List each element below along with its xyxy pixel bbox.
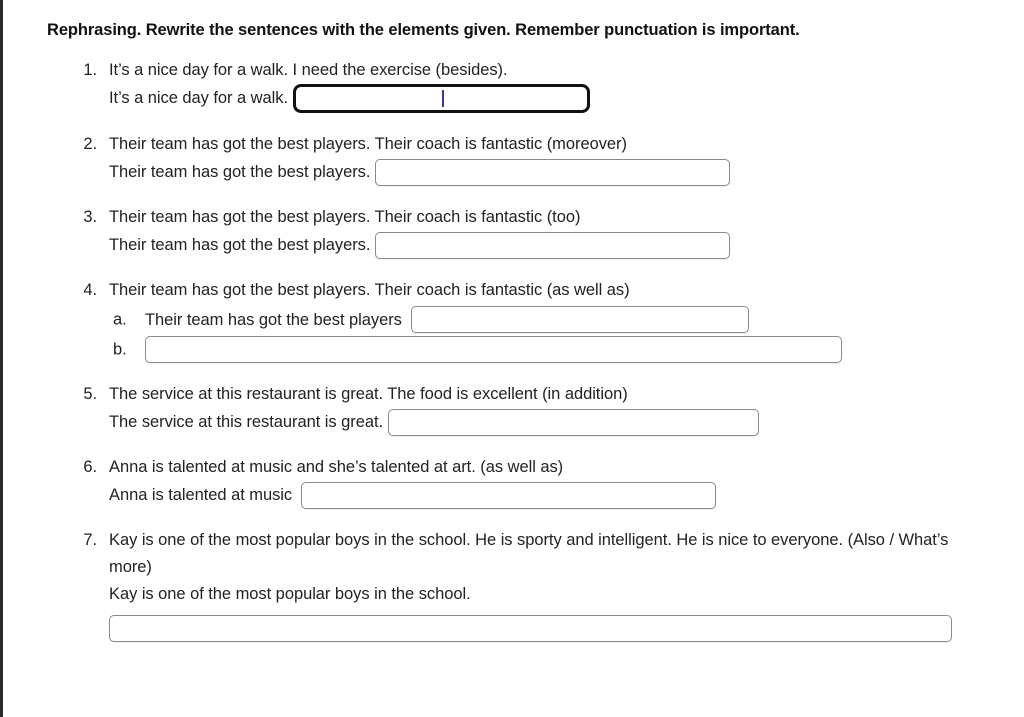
sub-question-list-4 bbox=[109, 306, 994, 363]
question-item-6 bbox=[47, 454, 994, 509]
answer-line-2 bbox=[109, 159, 994, 186]
answer-line-7 bbox=[109, 581, 994, 608]
answer-input-7[interactable] bbox=[109, 615, 952, 642]
question-prompt-5: The service at this restaurant is great. The food is excellent (in addition) bbox=[109, 385, 628, 404]
answer-stem-4a: Their team has got the best players bbox=[145, 310, 411, 329]
worksheet-instruction-title: Rephrasing. Rewrite the sentences with the elements given. Remember punctuation is important. bbox=[47, 21, 800, 39]
question-prompt-1: It’s a nice day for a walk. I need the exercise (besides). bbox=[109, 60, 508, 79]
sub-question-4b bbox=[109, 336, 994, 363]
question-prompt-4: Their team has got the best players. Their coach is fantastic (as well as) bbox=[109, 280, 630, 299]
sub-question-letter-4b: b. bbox=[113, 340, 127, 359]
sub-question-4a bbox=[109, 306, 994, 333]
question-item-7 bbox=[47, 527, 994, 642]
question-number-5: 5. bbox=[83, 385, 97, 404]
question-item-3 bbox=[47, 204, 994, 259]
answer-input-3[interactable] bbox=[375, 232, 730, 259]
question-prompt-3: Their team has got the best players. Their coach is fantastic (too) bbox=[109, 208, 581, 226]
question-prompt-6: Anna is talented at music and she’s talented at art. (as well as) bbox=[109, 458, 564, 477]
question-number-7: 7. bbox=[83, 530, 97, 549]
answer-line-6 bbox=[109, 482, 994, 509]
text-caret-1 bbox=[442, 90, 444, 107]
answer-line-5 bbox=[109, 409, 994, 436]
answer-line-1 bbox=[109, 84, 994, 113]
answer-input-5[interactable] bbox=[388, 409, 759, 436]
question-item-1 bbox=[47, 57, 994, 114]
question-item-4 bbox=[47, 277, 994, 364]
answer-input-4a[interactable] bbox=[411, 306, 749, 333]
answer-stem-3: Their team has got the best players. bbox=[109, 235, 375, 254]
answer-input-6[interactable] bbox=[301, 482, 716, 509]
answer-stem-5: The service at this restaurant is great. bbox=[109, 413, 388, 432]
question-number-3: 3. bbox=[83, 208, 97, 226]
question-item-2 bbox=[47, 131, 994, 186]
sub-question-letter-4a: a. bbox=[113, 310, 127, 329]
answer-stem-1: It’s a nice day for a walk. bbox=[109, 89, 293, 108]
answer-input-4b[interactable] bbox=[145, 336, 842, 363]
question-item-5 bbox=[47, 381, 994, 436]
question-prompt-7: Kay is one of the most popular boys in the school. He is sporty and intelligent. He is nice to everyone. (Also / What’s more) bbox=[109, 530, 949, 576]
answer-input-2[interactable] bbox=[375, 159, 730, 186]
question-number-1: 1. bbox=[83, 60, 97, 79]
question-number-2: 2. bbox=[83, 135, 97, 154]
answer-stem-7: Kay is one of the most popular boys in the school. bbox=[109, 585, 471, 604]
question-number-6: 6. bbox=[83, 458, 97, 477]
question-list bbox=[47, 57, 994, 642]
question-number-4: 4. bbox=[83, 280, 97, 299]
answer-stem-2: Their team has got the best players. bbox=[109, 163, 375, 182]
answer-input-1[interactable] bbox=[293, 84, 590, 113]
answer-line-3 bbox=[109, 232, 994, 259]
question-prompt-2: Their team has got the best players. Their coach is fantastic (moreover) bbox=[109, 135, 627, 154]
answer-stem-6: Anna is talented at music bbox=[109, 486, 302, 505]
